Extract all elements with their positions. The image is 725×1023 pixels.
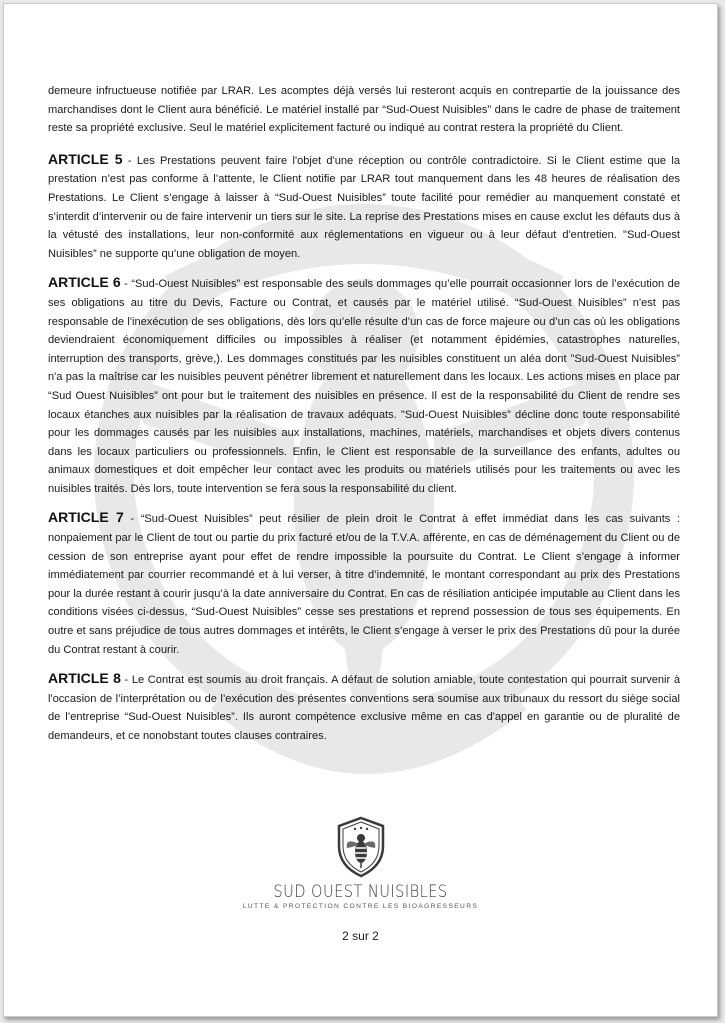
article-5: [48, 150, 680, 264]
article-5-text: - Les Prestations peuvent faire l'objet d'une réception ou contrôle contradictoire. Si le Client estime que la prestation n’est pas conforme à l’attente, le Client notifie par LRAR tout manquement dans les 48 heures de réalisation des Prestations. Le Client s’engage à laisser à “Sud-Ouest Nuisibles” toute facilité pour remédier au manquement constaté et s’interdit d’intervenir ou de faire intervenir un tiers sur le site. La reprise des Prestations mises en cause exclut les défauts dus à la vétusté des installations, leur non-conformité aux réglementations en vigueur ou à leur défaut d'entretien. "Sud-Ouest Nuisibles” ne supporte qu’une obligation de moyen.: [48, 154, 680, 260]
brand-tagline: LUTTE & PROTECTION CONTRE LES BIOAGRESSEURS: [242, 903, 479, 910]
article-8-text: - Le Contrat est soumis au droit français. A défaut de solution amiable, toute contestation qui pourrait survenir à l'occasion de l’interprétation ou de l’exécution des présentes conventions sera soumise aux tribunaux du ressort du siège social de l’entreprise “Sud-Ouest Nuisibles”. Ils auront compétence exclusive même en cas d'appel en garantie ou de pluralité de demandeurs, et ce nonobstant toutes clauses contraires.: [48, 674, 680, 742]
page-number: 2 sur 2: [342, 929, 379, 943]
company-logo: [4, 816, 717, 910]
article-7: [48, 508, 680, 659]
document-page: [3, 3, 718, 1017]
wasp-shield-icon: [335, 816, 387, 878]
article-6: [48, 273, 680, 498]
document-body: [48, 82, 680, 756]
article-7-text: - “Sud-Ouest Nuisibles” peut résilier de plein droit le Contrat à effet immédiat dans les cas suivants : nonpaiement par le Client de tout ou partie du prix facturé et/ou de la T.V.A. afférente, en cas de déménagement du Client ou de cession de son entreprise ayant pour effet de rendre impossible la poursuite du Contrat. Le Client s’engage à informer immédiatement par courrier recommandé et à lui verser, à titre d’indemnité, le montant correspondant au prix des Prestations pour la durée restant à courir jusqu’à la date anniversaire du Contrat. En cas de résiliation anticipée imputable au Client dans les conditions visées ci-dessus, “Sud-Ouest Nuisibles” cesse ses prestations et reprend possession de tous ses équipements. En outre et sans préjudice de tous autres dommages et intérêts, le Client s’engage à verser le prix des Prestations dû pour la durée du Contrat restant à courir.: [48, 513, 680, 656]
brand-name: SUD OUEST NUISIBLES: [273, 882, 448, 902]
article-8: [48, 669, 680, 745]
article-5-heading: ARTICLE 5: [48, 150, 123, 167]
intro-paragraph: demeure infructueuse notifiée par LRAR. Les acomptes déjà versés lui resteront acquis en contrepartie de la jouissance des marchandises dont le Client aura bénéficié. Le matériel installé par “Sud-Ouest Nuisibles” dans le cadre de phase de traitement reste sa propriété exclusive. Seul le matériel explicitement facturé ou indiqué au contrat restera la propriété du Client.: [48, 85, 680, 135]
article-7-heading: ARTICLE 7: [48, 509, 124, 526]
article-8-heading: ARTICLE 8: [48, 670, 121, 687]
article-6-text: - “Sud-Ouest Nuisibles” est responsable des seuls dommages qu’elle pourrait occasionner lors de l’exécution de ses obligations au titre du Devis, Facture ou Contrat, et causés par le matériel utilisé. “Sud-Ouest Nuisibles” n'est pas responsable de l'inexécution de ses obligations, dès lors qu’elle résulte d’un cas de force majeure ou d’un cas où les obligations deviendraient économiquement difficiles ou impossibles à réaliser (et notamment épidémies, catastrophes naturelles, interruption des transports, grève,). Les dommages constitués par les nuisibles constituent un aléa dont "Sud-Ouest Nuisibles” n'a pas la maîtrise car les nuisibles peuvent pénétrer librement et naturellement dans les locaux. Les actions mises en place par “Sud Ouest Nuisibles” ont pour but le traitement des nuisibles en présence. Il est de la responsabilité du Client de rendre ses locaux étanches aux nuisibles par la réalisation de travaux adéquats. "Sud-Ouest Nuisibles” décline donc toute responsabilité pour les dommages causés par les nuisibles aux installations, machines, matériels, marchandises et objets divers contenus dans les locaux particuliers ou professionnels. Enfin, le Client est responsable de la surveillance des enfants, adultes ou animaux domestiques et doit empêcher leur contact avec les produits ou matériels utilisés pour les traitements ou avec les nuisibles traités. Dès lors, toute intervention se fera sous la responsabilité du client.: [48, 278, 680, 495]
article-6-heading: ARTICLE 6: [48, 274, 121, 291]
